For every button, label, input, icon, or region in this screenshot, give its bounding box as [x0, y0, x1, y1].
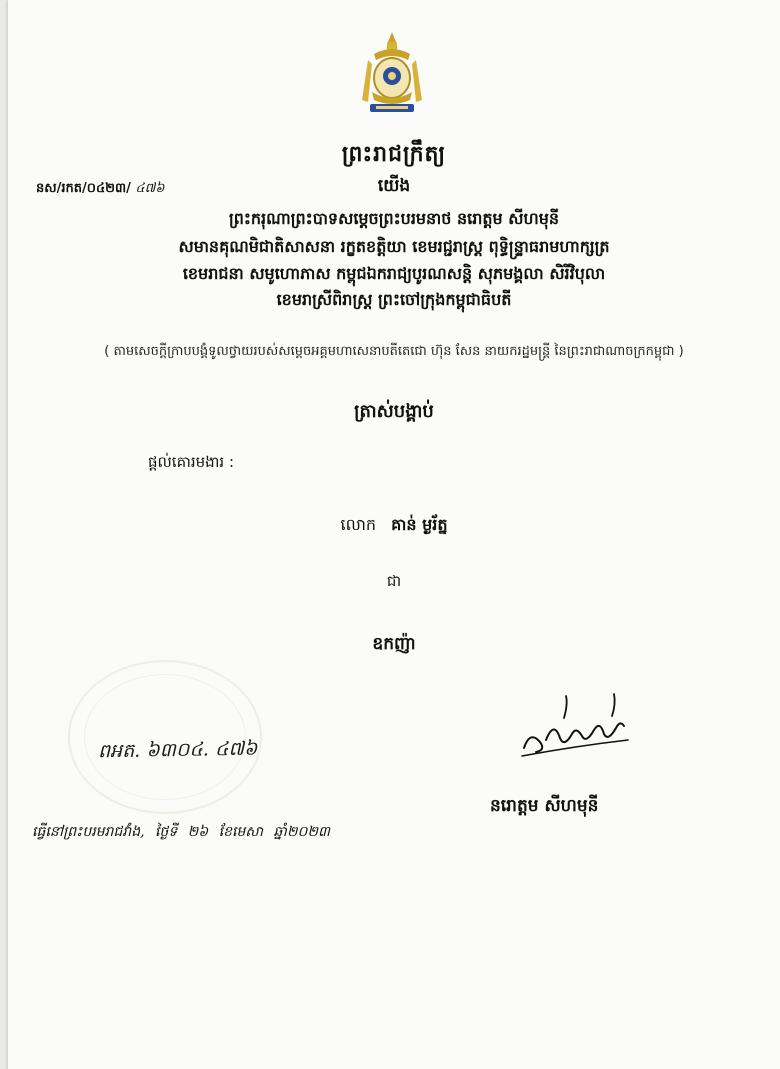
king-title-line-4: ខេមរាស្រីពិរាស្ត្រ ព្រះចៅក្រុងកម្ពុជាធិបតី: [276, 290, 512, 309]
as-connector: ជា: [386, 572, 402, 590]
royal-signature: [516, 690, 636, 760]
royal-seal-icon: [354, 30, 430, 116]
day-label: ថ្ងៃទី: [154, 824, 178, 840]
signer-name: នរោត្តម សីហមុនី: [490, 796, 599, 816]
king-title-line-3: ខេមរាជនា សមូហោភាស កម្ពុជឯករាជ្យបូរណសន្តិ សុភមង្គលា សិរីវិបុលា: [182, 264, 606, 283]
appointee-honorific: លោក: [340, 515, 377, 534]
reference-handwritten-number: ៤៧៦: [135, 181, 165, 196]
issue-year: ឆ្នាំ២០២៣: [273, 824, 330, 840]
issue-place: ធ្វើនៅព្រះបរមរាជវាំង,: [32, 824, 145, 840]
document-title: ព្រះរាជក្រឹត្យ: [341, 142, 447, 167]
appointment-label: ផ្តល់គោរមងារ :: [148, 453, 234, 471]
decree-label: ត្រាស់បង្គាប់: [354, 401, 434, 422]
reference-prefix: នស/រកត/០៤២៣/: [36, 181, 131, 196]
king-title-line-1: ព្រះករុណាព្រះបាទសម្តេចព្រះបរមនាថ នរោត្តម សីហមុនី: [228, 209, 560, 228]
issue-day: ២៦: [187, 824, 209, 840]
we-heading: យើង: [377, 176, 411, 196]
decree-basis: ( តាមសេចក្តីក្រាបបង្គំទូលថ្វាយរបស់សម្តេចអគ្គមហាសេនាបតីតេជោ ហ៊ុន សែន នាយករដ្ឋមន្ត្រី នៃព្រះរាជាណាចក្រកម្ពុជា ): [104, 344, 684, 359]
place-and-date: [32, 822, 336, 843]
issue-month: ខែមេសា: [218, 824, 264, 840]
document-page: [8, 0, 780, 1069]
appointee: [8, 514, 780, 538]
conferred-title: ឧកញ៉ា: [372, 634, 416, 654]
king-title-line-2: សមានគុណមិជាតិសាសនា រក្ខតខត្តិយា ខេមរជ្ជរាស្ត្រ ពុទ្ធិន្ទ្រាធរាមហាក្សត្រ: [178, 237, 610, 256]
handwritten-reference: ពអត. ៦៣០៤. ៤៧៦: [97, 737, 258, 763]
appointee-name: គាន់ ម្ងរ័ត្ន: [391, 515, 448, 534]
